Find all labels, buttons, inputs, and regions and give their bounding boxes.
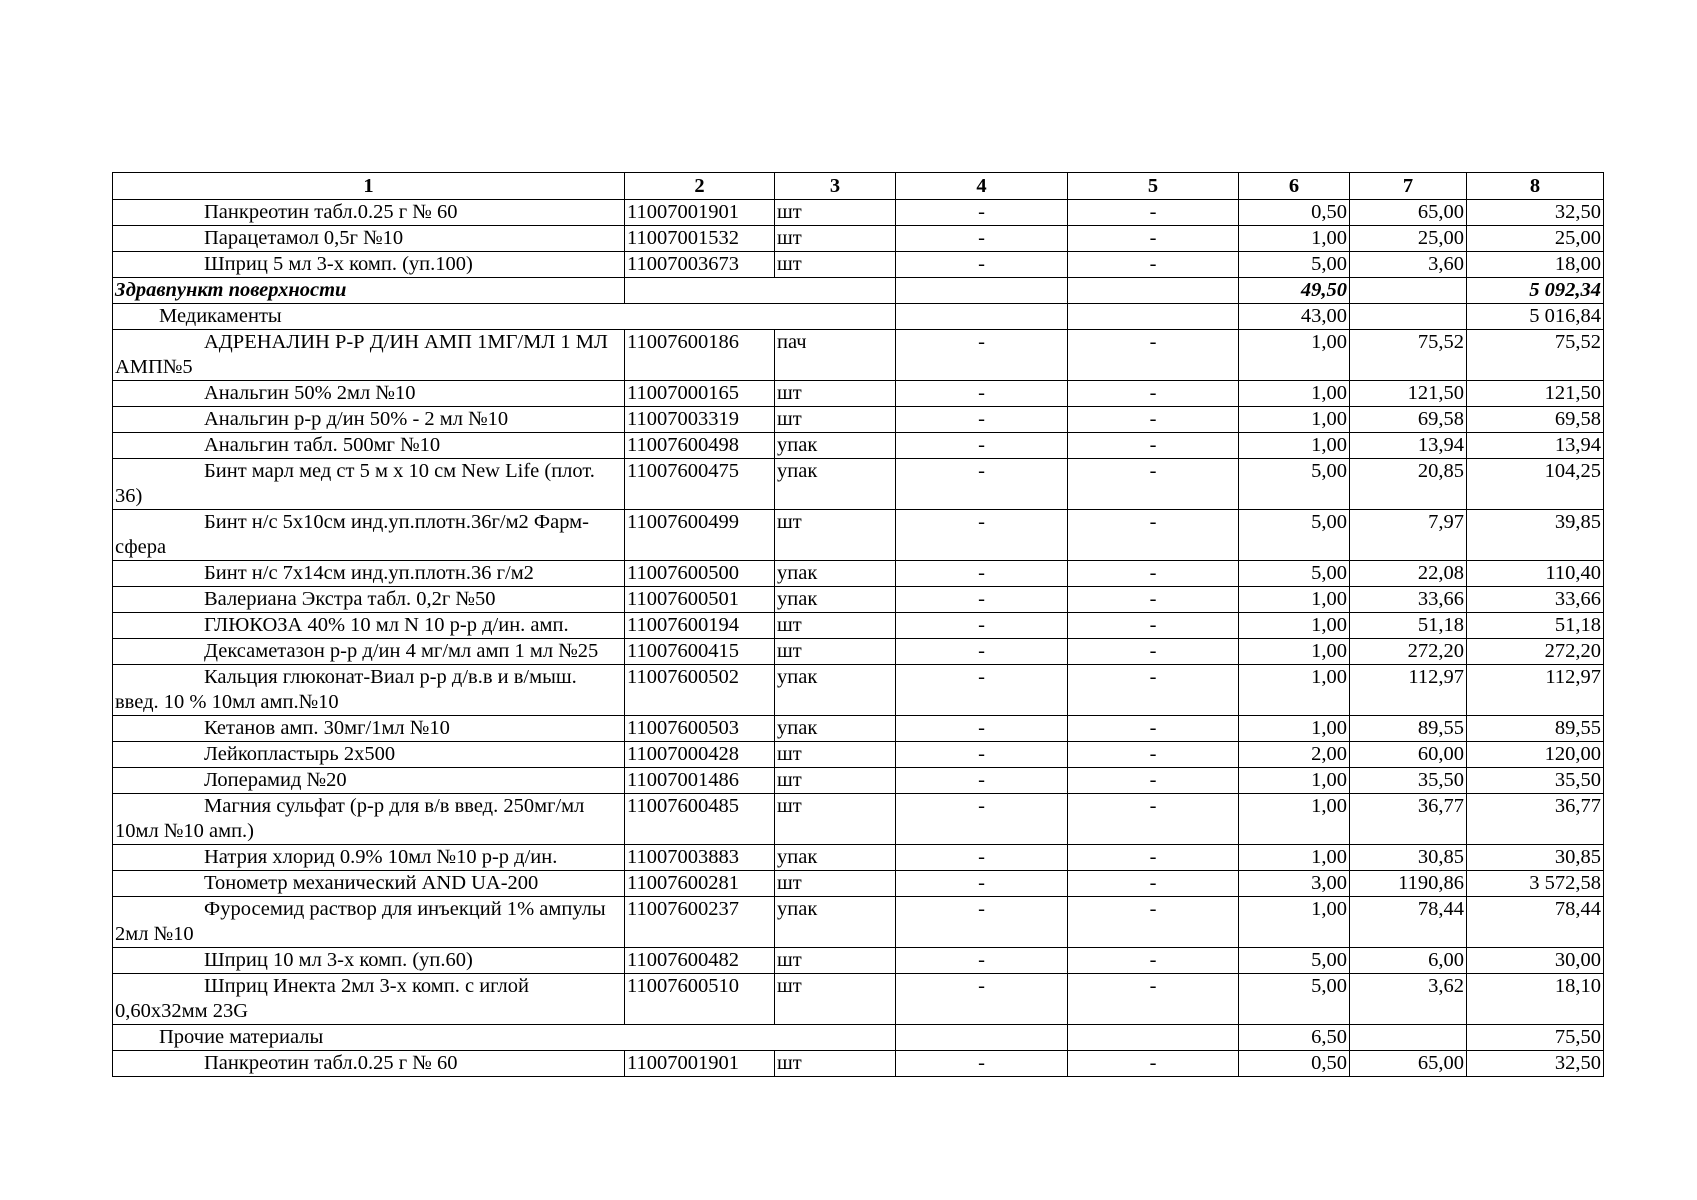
price-cell: 36,77 (1350, 794, 1467, 845)
item-name-cell: Лоперамид №20 (113, 768, 625, 794)
column-4-cell: - (896, 845, 1068, 871)
column-5-cell: - (1068, 897, 1239, 948)
empty-cell (625, 278, 896, 304)
item-code-cell: 11007001901 (625, 200, 775, 226)
item-name-cell: АДРЕНАЛИН Р-Р Д/ИН АМП 1МГ/МЛ 1 МЛ АМП№5 (113, 330, 625, 381)
quantity-cell: 5,00 (1239, 948, 1350, 974)
table-row (113, 768, 1604, 794)
quantity-cell: 5,00 (1239, 974, 1350, 1025)
sum-cell: 30,85 (1467, 845, 1604, 871)
column-5-cell: - (1068, 639, 1239, 665)
quantity-cell: 5,00 (1239, 561, 1350, 587)
column-header: 4 (896, 173, 1068, 200)
item-code-cell: 11007600499 (625, 510, 775, 561)
item-name-cell: Фуросемид раствор для инъекций 1% ампулы 2мл №10 (113, 897, 625, 948)
price-cell: 7,97 (1350, 510, 1467, 561)
category-total-row (113, 304, 1604, 330)
column-4-cell: - (896, 433, 1068, 459)
sum-cell: 30,00 (1467, 948, 1604, 974)
price-cell: 65,00 (1350, 200, 1467, 226)
item-name-cell: Анальгин р-р д/ин 50% - 2 мл №10 (113, 407, 625, 433)
item-name-cell: Кетанов амп. 30мг/1мл №10 (113, 716, 625, 742)
table-row (113, 459, 1604, 510)
sum-cell: 69,58 (1467, 407, 1604, 433)
item-unit-cell: шт (775, 639, 896, 665)
quantity-cell: 1,00 (1239, 639, 1350, 665)
quantity-cell: 1,00 (1239, 407, 1350, 433)
item-name-cell: Дексаметазон р-р д/ин 4 мг/мл амп 1 мл №25 (113, 639, 625, 665)
column-4-cell: - (896, 587, 1068, 613)
price-cell: 112,97 (1350, 665, 1467, 716)
column-5-cell: - (1068, 330, 1239, 381)
table-row (113, 871, 1604, 897)
item-unit-cell: шт (775, 871, 896, 897)
column-header: 8 (1467, 173, 1604, 200)
table-row (113, 742, 1604, 768)
column-4-cell: - (896, 1051, 1068, 1077)
price-cell: 13,94 (1350, 433, 1467, 459)
quantity-cell: 5,00 (1239, 510, 1350, 561)
column-4-cell: - (896, 768, 1068, 794)
table-row (113, 510, 1604, 561)
price-cell: 65,00 (1350, 1051, 1467, 1077)
item-code-cell: 11007600237 (625, 897, 775, 948)
sum-cell: 78,44 (1467, 897, 1604, 948)
price-cell: 69,58 (1350, 407, 1467, 433)
column-4-cell: - (896, 794, 1068, 845)
item-unit-cell: шт (775, 1051, 896, 1077)
item-code-cell: 11007600281 (625, 871, 775, 897)
column-5-cell: - (1068, 948, 1239, 974)
category-quantity-cell: 6,50 (1239, 1025, 1350, 1051)
item-code-cell: 11007600501 (625, 587, 775, 613)
column-5-cell: - (1068, 587, 1239, 613)
quantity-cell: 1,00 (1239, 794, 1350, 845)
item-unit-cell: шт (775, 252, 896, 278)
column-5-cell: - (1068, 459, 1239, 510)
sum-cell: 75,52 (1467, 330, 1604, 381)
column-5-cell: - (1068, 381, 1239, 407)
quantity-cell: 5,00 (1239, 459, 1350, 510)
item-code-cell: 11007600500 (625, 561, 775, 587)
item-code-cell: 11007003319 (625, 407, 775, 433)
sum-cell: 51,18 (1467, 613, 1604, 639)
section-total-row (113, 278, 1604, 304)
column-5-cell: - (1068, 871, 1239, 897)
table-row (113, 794, 1604, 845)
column-header: 6 (1239, 173, 1350, 200)
item-code-cell: 11007600502 (625, 665, 775, 716)
sum-cell: 18,10 (1467, 974, 1604, 1025)
sum-cell: 18,00 (1467, 252, 1604, 278)
item-name-cell: ГЛЮКОЗА 40% 10 мл N 10 р-р д/ин. амп. (113, 613, 625, 639)
item-unit-cell: упак (775, 845, 896, 871)
quantity-cell: 5,00 (1239, 252, 1350, 278)
item-unit-cell: упак (775, 561, 896, 587)
item-unit-cell: шт (775, 381, 896, 407)
quantity-cell: 0,50 (1239, 1051, 1350, 1077)
section-quantity-cell: 49,50 (1239, 278, 1350, 304)
category-name-cell: Медикаменты (113, 304, 896, 330)
item-name-cell: Бинт марл мед ст 5 м х 10 см New Life (плот. 36) (113, 459, 625, 510)
column-4-cell: - (896, 252, 1068, 278)
item-name-cell: Шприц Инекта 2мл 3-х комп. с иглой 0,60х32мм 23G (113, 974, 625, 1025)
column-4-cell: - (896, 974, 1068, 1025)
column-5-cell: - (1068, 252, 1239, 278)
inventory-table (112, 172, 1604, 1077)
table-row (113, 948, 1604, 974)
price-cell: 60,00 (1350, 742, 1467, 768)
item-unit-cell: упак (775, 897, 896, 948)
item-unit-cell: пач (775, 330, 896, 381)
item-unit-cell: шт (775, 226, 896, 252)
column-4-cell: - (896, 742, 1068, 768)
column-5-cell: - (1068, 742, 1239, 768)
item-unit-cell: шт (775, 510, 896, 561)
column-header-row (113, 173, 1604, 200)
quantity-cell: 1,00 (1239, 897, 1350, 948)
item-name-cell: Валериана Экстра табл. 0,2г №50 (113, 587, 625, 613)
price-cell: 121,50 (1350, 381, 1467, 407)
table-row (113, 252, 1604, 278)
table-row (113, 407, 1604, 433)
price-cell: 1190,86 (1350, 871, 1467, 897)
section-name-cell: Здравпункт поверхности (113, 278, 625, 304)
column-header: 3 (775, 173, 896, 200)
column-4-cell: - (896, 871, 1068, 897)
column-header: 1 (113, 173, 625, 200)
quantity-cell: 1,00 (1239, 330, 1350, 381)
item-code-cell: 11007000165 (625, 381, 775, 407)
item-code-cell: 11007600498 (625, 433, 775, 459)
column-4-cell: - (896, 407, 1068, 433)
column-4-cell: - (896, 459, 1068, 510)
column-4-cell: - (896, 716, 1068, 742)
item-unit-cell: шт (775, 974, 896, 1025)
sum-cell: 33,66 (1467, 587, 1604, 613)
empty-cell (896, 1025, 1068, 1051)
quantity-cell: 1,00 (1239, 613, 1350, 639)
sum-cell: 272,20 (1467, 639, 1604, 665)
sum-cell: 13,94 (1467, 433, 1604, 459)
column-5-cell: - (1068, 845, 1239, 871)
table-row (113, 433, 1604, 459)
item-unit-cell: упак (775, 433, 896, 459)
sum-cell: 104,25 (1467, 459, 1604, 510)
item-name-cell: Панкреотин табл.0.25 г № 60 (113, 200, 625, 226)
item-name-cell: Лейкопластырь 2х500 (113, 742, 625, 768)
item-name-cell: Магния сульфат (р-р для в/в введ. 250мг/мл 10мл №10 амп.) (113, 794, 625, 845)
table-row (113, 381, 1604, 407)
column-4-cell: - (896, 897, 1068, 948)
table-row (113, 716, 1604, 742)
item-name-cell: Бинт н/с 7х14см инд.уп.плотн.36 г/м2 (113, 561, 625, 587)
table-body (113, 173, 1604, 1077)
item-code-cell: 11007600415 (625, 639, 775, 665)
price-cell: 25,00 (1350, 226, 1467, 252)
item-code-cell: 11007600482 (625, 948, 775, 974)
quantity-cell: 1,00 (1239, 716, 1350, 742)
sum-cell: 32,50 (1467, 1051, 1604, 1077)
empty-cell (1350, 304, 1467, 330)
table-row (113, 613, 1604, 639)
column-5-cell: - (1068, 433, 1239, 459)
item-code-cell: 11007600510 (625, 974, 775, 1025)
column-5-cell: - (1068, 794, 1239, 845)
sum-cell: 32,50 (1467, 200, 1604, 226)
item-code-cell: 11007000428 (625, 742, 775, 768)
quantity-cell: 1,00 (1239, 845, 1350, 871)
item-unit-cell: упак (775, 459, 896, 510)
empty-cell (896, 278, 1068, 304)
item-name-cell: Шприц 10 мл 3-х комп. (уп.60) (113, 948, 625, 974)
item-unit-cell: упак (775, 716, 896, 742)
item-code-cell: 11007600194 (625, 613, 775, 639)
price-cell: 78,44 (1350, 897, 1467, 948)
column-5-cell: - (1068, 768, 1239, 794)
item-name-cell: Шприц 5 мл 3-х комп. (уп.100) (113, 252, 625, 278)
column-5-cell: - (1068, 613, 1239, 639)
empty-cell (1350, 1025, 1467, 1051)
quantity-cell: 0,50 (1239, 200, 1350, 226)
item-unit-cell: шт (775, 200, 896, 226)
item-code-cell: 11007001532 (625, 226, 775, 252)
quantity-cell: 1,00 (1239, 381, 1350, 407)
column-5-cell: - (1068, 200, 1239, 226)
item-code-cell: 11007600485 (625, 794, 775, 845)
table-row (113, 561, 1604, 587)
item-unit-cell: шт (775, 613, 896, 639)
column-4-cell: - (896, 330, 1068, 381)
table-row (113, 845, 1604, 871)
sum-cell: 36,77 (1467, 794, 1604, 845)
item-code-cell: 11007600475 (625, 459, 775, 510)
item-code-cell: 11007001486 (625, 768, 775, 794)
price-cell: 75,52 (1350, 330, 1467, 381)
item-name-cell: Панкреотин табл.0.25 г № 60 (113, 1051, 625, 1077)
category-name-cell: Прочие материалы (113, 1025, 896, 1051)
column-4-cell: - (896, 510, 1068, 561)
price-cell: 22,08 (1350, 561, 1467, 587)
table-row (113, 200, 1604, 226)
quantity-cell: 1,00 (1239, 587, 1350, 613)
price-cell: 33,66 (1350, 587, 1467, 613)
column-4-cell: - (896, 948, 1068, 974)
quantity-cell: 1,00 (1239, 226, 1350, 252)
table-row (113, 330, 1604, 381)
category-quantity-cell: 43,00 (1239, 304, 1350, 330)
column-4-cell: - (896, 613, 1068, 639)
table-row (113, 587, 1604, 613)
table-row (113, 226, 1604, 252)
column-5-cell: - (1068, 407, 1239, 433)
item-name-cell: Тонометр механический AND UA-200 (113, 871, 625, 897)
item-unit-cell: шт (775, 794, 896, 845)
quantity-cell: 1,00 (1239, 665, 1350, 716)
sum-cell: 35,50 (1467, 768, 1604, 794)
item-unit-cell: шт (775, 948, 896, 974)
column-header: 5 (1068, 173, 1239, 200)
price-cell: 20,85 (1350, 459, 1467, 510)
column-5-cell: - (1068, 974, 1239, 1025)
price-cell: 272,20 (1350, 639, 1467, 665)
column-4-cell: - (896, 226, 1068, 252)
sum-cell: 120,00 (1467, 742, 1604, 768)
item-name-cell: Анальгин табл. 500мг №10 (113, 433, 625, 459)
sum-cell: 112,97 (1467, 665, 1604, 716)
price-cell: 51,18 (1350, 613, 1467, 639)
column-5-cell: - (1068, 665, 1239, 716)
item-unit-cell: шт (775, 407, 896, 433)
column-4-cell: - (896, 639, 1068, 665)
category-total-row (113, 1025, 1604, 1051)
item-name-cell: Бинт н/с 5х10см инд.уп.плотн.36г/м2 Фарм-сфера (113, 510, 625, 561)
column-5-cell: - (1068, 561, 1239, 587)
section-sum-cell: 5 092,34 (1467, 278, 1604, 304)
item-name-cell: Парацетамол 0,5г №10 (113, 226, 625, 252)
price-cell: 89,55 (1350, 716, 1467, 742)
table-row (113, 639, 1604, 665)
empty-cell (896, 304, 1068, 330)
column-5-cell: - (1068, 1051, 1239, 1077)
sum-cell: 25,00 (1467, 226, 1604, 252)
column-header: 2 (625, 173, 775, 200)
table-row (113, 974, 1604, 1025)
empty-cell (1350, 278, 1467, 304)
price-cell: 6,00 (1350, 948, 1467, 974)
price-cell: 3,60 (1350, 252, 1467, 278)
quantity-cell: 1,00 (1239, 433, 1350, 459)
sum-cell: 110,40 (1467, 561, 1604, 587)
column-5-cell: - (1068, 716, 1239, 742)
column-4-cell: - (896, 561, 1068, 587)
sum-cell: 121,50 (1467, 381, 1604, 407)
column-4-cell: - (896, 200, 1068, 226)
category-sum-cell: 5 016,84 (1467, 304, 1604, 330)
sum-cell: 89,55 (1467, 716, 1604, 742)
quantity-cell: 2,00 (1239, 742, 1350, 768)
item-name-cell: Натрия хлорид 0.9% 10мл №10 р-р д/ин. (113, 845, 625, 871)
table-row (113, 897, 1604, 948)
item-unit-cell: упак (775, 587, 896, 613)
column-4-cell: - (896, 665, 1068, 716)
category-sum-cell: 75,50 (1467, 1025, 1604, 1051)
sum-cell: 39,85 (1467, 510, 1604, 561)
item-unit-cell: шт (775, 742, 896, 768)
quantity-cell: 3,00 (1239, 871, 1350, 897)
column-4-cell: - (896, 381, 1068, 407)
column-header: 7 (1350, 173, 1467, 200)
quantity-cell: 1,00 (1239, 768, 1350, 794)
empty-cell (1068, 278, 1239, 304)
item-name-cell: Кальция глюконат-Виал р-р д/в.в и в/мыш. введ. 10 % 10мл амп.№10 (113, 665, 625, 716)
item-name-cell: Анальгин 50% 2мл №10 (113, 381, 625, 407)
table-row (113, 665, 1604, 716)
item-unit-cell: упак (775, 665, 896, 716)
item-code-cell: 11007600503 (625, 716, 775, 742)
item-code-cell: 11007001901 (625, 1051, 775, 1077)
sum-cell: 3 572,58 (1467, 871, 1604, 897)
empty-cell (1068, 1025, 1239, 1051)
price-cell: 35,50 (1350, 768, 1467, 794)
price-cell: 30,85 (1350, 845, 1467, 871)
column-5-cell: - (1068, 510, 1239, 561)
empty-cell (1068, 304, 1239, 330)
column-5-cell: - (1068, 226, 1239, 252)
table-row (113, 1051, 1604, 1077)
item-code-cell: 11007003883 (625, 845, 775, 871)
item-unit-cell: шт (775, 768, 896, 794)
item-code-cell: 11007003673 (625, 252, 775, 278)
price-cell: 3,62 (1350, 974, 1467, 1025)
item-code-cell: 11007600186 (625, 330, 775, 381)
